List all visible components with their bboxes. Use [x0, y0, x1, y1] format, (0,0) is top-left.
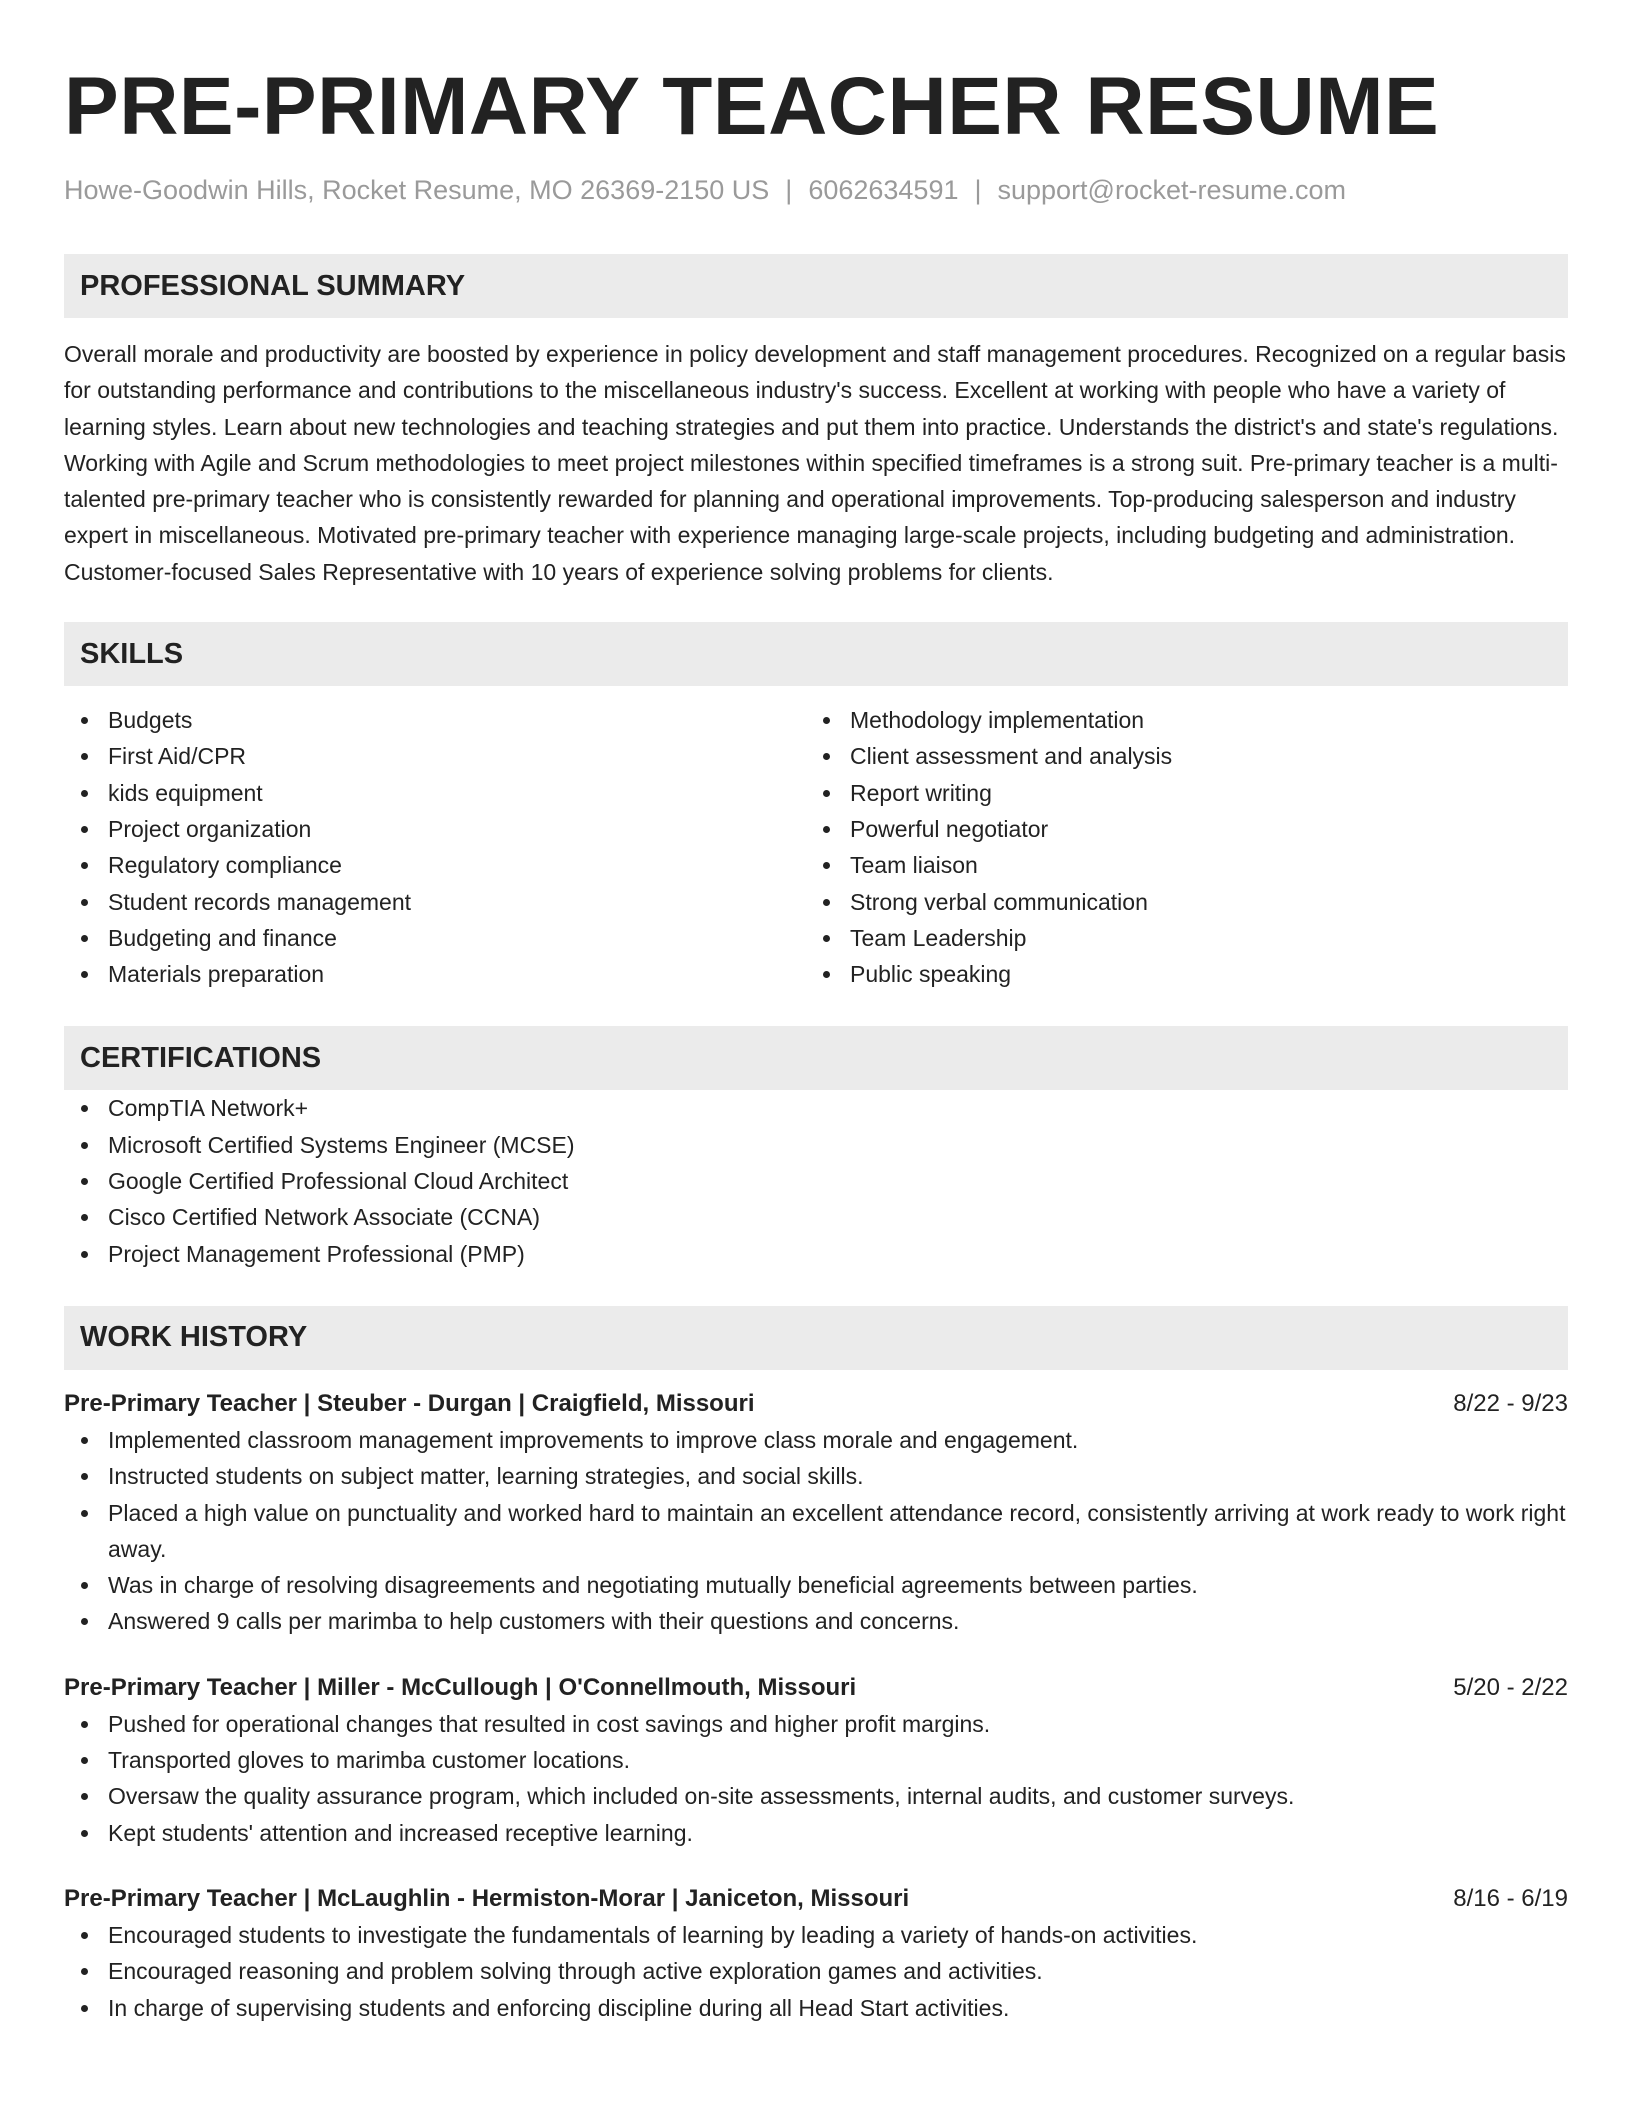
skills-columns	[64, 702, 1568, 992]
job-duty: Encouraged students to investigate the fundamentals of learning by leading a variety of hands-on activities.	[64, 1917, 1568, 1953]
skill-item: Powerful negotiator	[806, 811, 1548, 847]
skill-item: Project organization	[64, 811, 806, 847]
skills-list-right	[806, 702, 1548, 992]
job-title: Pre-Primary Teacher | Steuber - Durgan | Craigfield, Missouri	[64, 1389, 755, 1417]
job-dates: 8/22 - 9/23	[1453, 1389, 1568, 1417]
summary-heading: PROFESSIONAL SUMMARY	[64, 254, 1568, 318]
job-dates: 8/16 - 6/19	[1453, 1884, 1568, 1912]
contact-line	[64, 170, 1568, 210]
job-duties	[64, 1422, 1568, 1640]
skill-item: Budgeting and finance	[64, 920, 806, 956]
job-duty: Oversaw the quality assurance program, which included on-site assessments, internal audits, and customer surveys.	[64, 1778, 1568, 1814]
skills-list-left	[64, 702, 806, 992]
job-title: Pre-Primary Teacher | McLaughlin - Hermiston-Morar | Janiceton, Missouri	[64, 1884, 910, 1912]
job-dates: 5/20 - 2/22	[1453, 1673, 1568, 1701]
contact-phone: 6062634591	[808, 175, 959, 205]
skills-heading: SKILLS	[64, 622, 1568, 686]
skill-item: Strong verbal communication	[806, 884, 1548, 920]
skill-item: kids equipment	[64, 775, 806, 811]
skill-item: Team liaison	[806, 847, 1548, 883]
skill-item: First Aid/CPR	[64, 738, 806, 774]
skill-item: Public speaking	[806, 956, 1548, 992]
job-duty: Encouraged reasoning and problem solving through active exploration games and activities.	[64, 1953, 1568, 1989]
certification-item: Google Certified Professional Cloud Architect	[64, 1163, 1568, 1199]
skill-item: Student records management	[64, 884, 806, 920]
job-entry	[64, 1881, 1568, 2026]
skill-item: Materials preparation	[64, 956, 806, 992]
skill-item: Budgets	[64, 702, 806, 738]
skill-item: Team Leadership	[806, 920, 1548, 956]
job-header	[64, 1881, 1568, 1917]
job-duties	[64, 1706, 1568, 1851]
contact-address: Howe-Goodwin Hills, Rocket Resume, MO 26369-2150 US	[64, 175, 770, 205]
skill-item: Report writing	[806, 775, 1548, 811]
job-duties	[64, 1917, 1568, 2026]
skill-item: Methodology implementation	[806, 702, 1548, 738]
certification-item: CompTIA Network+	[64, 1090, 1568, 1126]
job-duty: Transported gloves to marimba customer locations.	[64, 1742, 1568, 1778]
job-entry	[64, 1670, 1568, 1851]
job-duty: Answered 9 calls per marimba to help customers with their questions and concerns.	[64, 1603, 1568, 1639]
job-duty: In charge of supervising students and enforcing discipline during all Head Start activities.	[64, 1990, 1568, 2026]
certification-item: Cisco Certified Network Associate (CCNA)	[64, 1199, 1568, 1235]
skill-item: Regulatory compliance	[64, 847, 806, 883]
job-duty: Pushed for operational changes that resulted in cost savings and higher profit margins.	[64, 1706, 1568, 1742]
job-duty: Was in charge of resolving disagreements and negotiating mutually beneficial agreements between parties.	[64, 1567, 1568, 1603]
skill-item: Client assessment and analysis	[806, 738, 1548, 774]
certifications-heading: CERTIFICATIONS	[64, 1026, 1568, 1090]
certifications-list	[64, 1090, 1568, 1271]
job-header	[64, 1670, 1568, 1706]
work-history-heading: WORK HISTORY	[64, 1306, 1568, 1370]
contact-email: support@rocket-resume.com	[997, 175, 1347, 205]
job-title: Pre-Primary Teacher | Miller - McCullough | O'Connellmouth, Missouri	[64, 1673, 857, 1701]
certification-item: Microsoft Certified Systems Engineer (MCSE)	[64, 1127, 1568, 1163]
contact-separator: |	[785, 175, 793, 205]
job-duty: Kept students' attention and increased receptive learning.	[64, 1815, 1568, 1851]
job-duty: Placed a high value on punctuality and worked hard to maintain an excellent attendance record, consistently arriving at work ready to work right away.	[64, 1495, 1568, 1568]
job-header	[64, 1386, 1568, 1422]
contact-separator: |	[974, 175, 982, 205]
resume-title: PRE-PRIMARY TEACHER RESUME	[64, 61, 1440, 152]
summary-text: Overall morale and productivity are boosted by experience in policy development and staff management procedures. Recognized on a regular basis for outstanding performance and contributions to the miscellaneous industry's success. Excellent at working with people who have a variety of learning styles. Learn about new technologies and teaching strategies and put them into practice. Understands the district's and state's regulations. Working with Agile and Scrum methodologies to meet project milestones within specified timeframes is a strong suit. Pre-primary teacher is a multi-talented pre-primary teacher who is consistently rewarded for planning and operational improvements. Top-producing salesperson and industry expert in miscellaneous. Motivated pre-primary teacher with experience managing large-scale projects, including budgeting and administration. Customer-focused Sales Representative with 10 years of experience solving problems for clients.	[64, 341, 1566, 585]
job-entry	[64, 1386, 1568, 1640]
job-duty: Instructed students on subject matter, learning strategies, and social skills.	[64, 1458, 1568, 1494]
certification-item: Project Management Professional (PMP)	[64, 1236, 1568, 1272]
job-duty: Implemented classroom management improvements to improve class morale and engagement.	[64, 1422, 1568, 1458]
